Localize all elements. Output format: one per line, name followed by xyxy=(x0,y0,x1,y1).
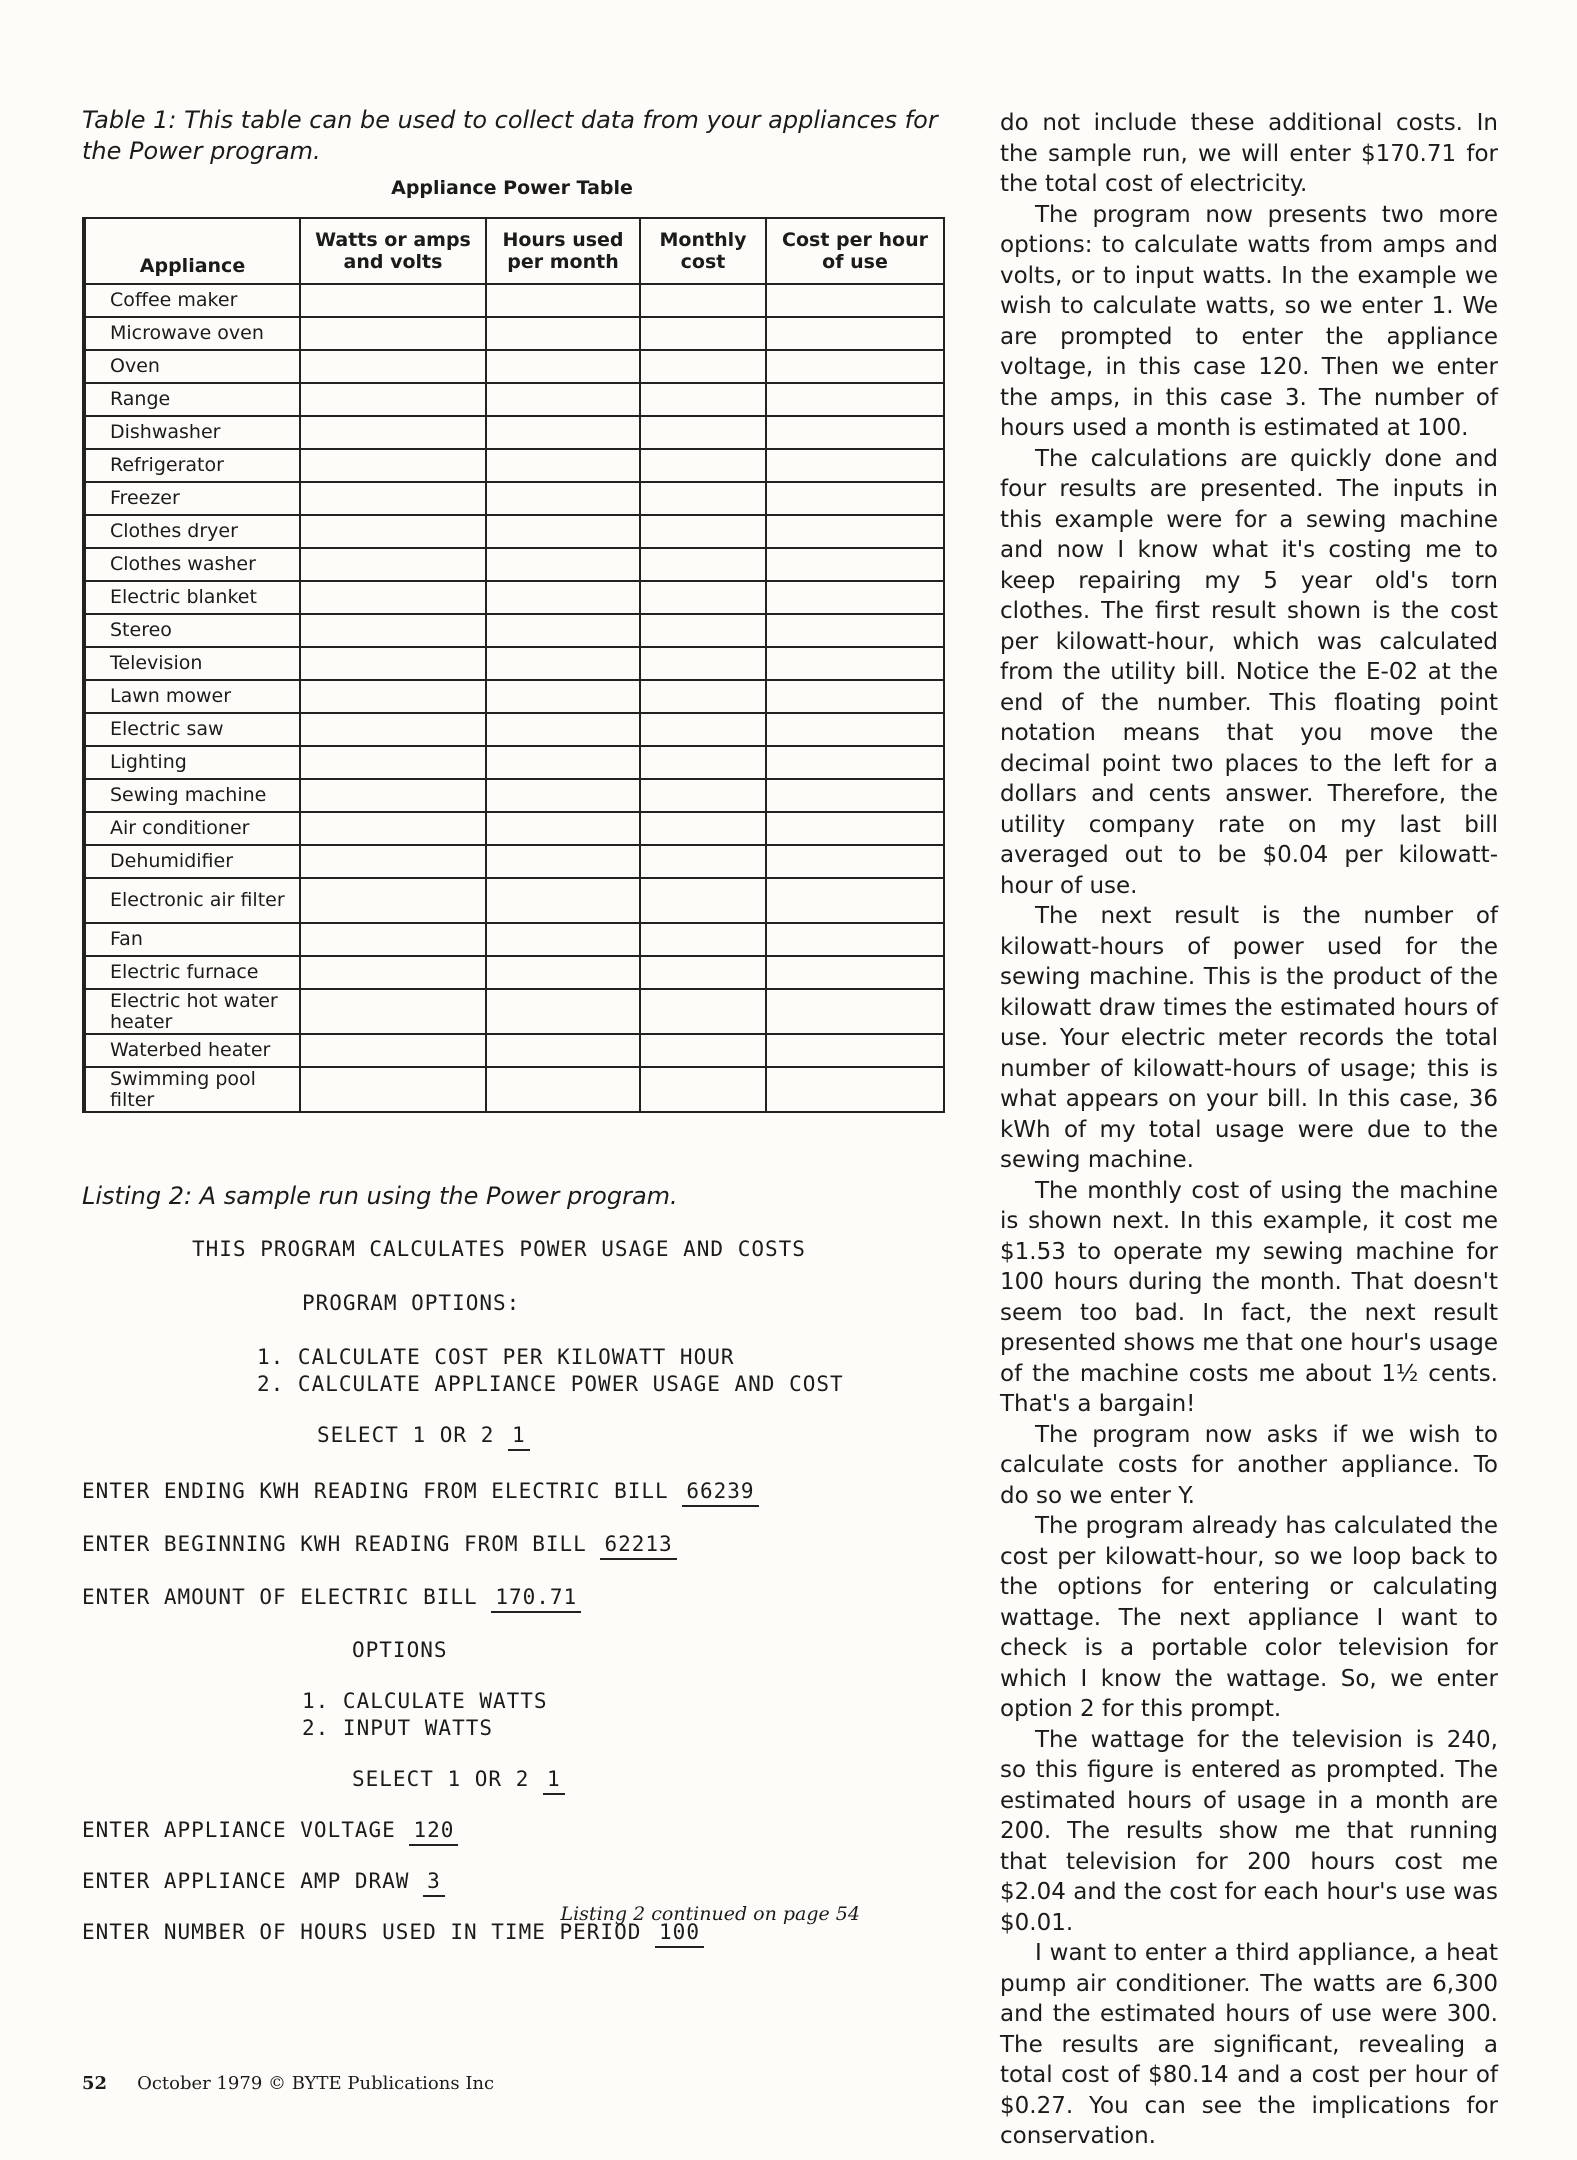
appliance-name: Freezer xyxy=(84,482,300,515)
select2-value: 1 xyxy=(543,1767,565,1795)
blank-cell xyxy=(486,989,640,1034)
table-row xyxy=(84,989,944,1034)
blank-cell xyxy=(486,482,640,515)
listing-caption: Listing 2: A sample run using the Power program. xyxy=(82,1182,678,1210)
header-appliance: Appliance xyxy=(84,218,300,284)
appliance-name: Coffee maker xyxy=(84,284,300,317)
blank-cell xyxy=(766,647,944,680)
left-column xyxy=(82,105,942,1946)
listing-option2-1: 1. CALCULATE WATTS xyxy=(302,1689,548,1713)
beginning-prompt: ENTER BEGINNING KWH READING FROM BILL xyxy=(82,1532,587,1556)
body-paragraph: The program now asks if we wish to calculate costs for another appliance. To do so we enter Y. xyxy=(1000,1421,1498,1509)
table-row xyxy=(84,878,944,923)
listing-select-line xyxy=(82,1422,942,1449)
appliance-name: Electric furnace xyxy=(84,956,300,989)
blank-cell xyxy=(766,680,944,713)
appliance-name: Waterbed heater xyxy=(84,1034,300,1067)
appliance-name: Lawn mower xyxy=(84,680,300,713)
blank-cell xyxy=(766,845,944,878)
body-paragraph: The wattage for the television is 240, so this figure is entered as prompted. The estimated hours of usage in a month are 200. The results show me that running that television for 200 hours cost me $2.04 and the cost for each hour's use was $0.01. xyxy=(1000,1726,1498,1936)
blank-cell xyxy=(640,548,766,581)
appliance-name: Dishwasher xyxy=(84,416,300,449)
appliance-name: Electric blanket xyxy=(84,581,300,614)
blank-cell xyxy=(486,1034,640,1067)
amount-prompt: ENTER AMOUNT OF ELECTRIC BILL xyxy=(82,1585,478,1609)
blank-cell xyxy=(486,779,640,812)
blank-cell xyxy=(640,581,766,614)
appliance-name: Clothes dryer xyxy=(84,515,300,548)
body-paragraph: The next result is the number of kilowatt-hours of power used for the sewing machine. This is the product of the kilowatt draw times the estimated hours of use. Your electric meter records the total number of kilowatt-hours of usage; this is what appears on your bill. In this case, 36 kWh of my total usage were due to the sewing machine. xyxy=(1000,903,1498,1173)
blank-cell xyxy=(486,713,640,746)
table-row xyxy=(84,284,944,317)
blank-cell xyxy=(766,350,944,383)
listing-beginning-line xyxy=(82,1531,942,1558)
blank-cell xyxy=(640,647,766,680)
blank-cell xyxy=(766,989,944,1034)
appliance-name: Lighting xyxy=(84,746,300,779)
blank-cell xyxy=(486,383,640,416)
blank-cell xyxy=(300,548,486,581)
blank-cell xyxy=(300,614,486,647)
blank-cell xyxy=(640,317,766,350)
blank-cell xyxy=(486,515,640,548)
blank-cell xyxy=(766,317,944,350)
blank-cell xyxy=(300,1034,486,1067)
body-paragraph: The program now presents two more options: to calculate watts from amps and volts, or to input watts. In the example we wish to calculate watts, so we enter 1. We are prompted to enter the appliance voltage, in this case 120. Then we enter the amps, in this case 3. The number of hours used a month is estimated at 100. xyxy=(1000,201,1498,441)
blank-cell xyxy=(300,956,486,989)
blank-cell xyxy=(486,317,640,350)
body-paragraph: The program already has calculated the cost per kilowatt-hour, so we loop back to the options for entering or calculating wattage. The next appliance I want to check is a portable color television for which I know the wattage. So, we enter option 2 for this prompt. xyxy=(1000,1513,1498,1722)
blank-cell xyxy=(300,812,486,845)
header-cost-per-hour: Cost per hour of use xyxy=(766,218,944,284)
blank-cell xyxy=(300,779,486,812)
blank-cell xyxy=(300,284,486,317)
body-paragraph: do not include these additional costs. In the sample run, we will enter $170.71 for the total cost of electricity. xyxy=(1000,110,1498,197)
blank-cell xyxy=(486,812,640,845)
blank-cell xyxy=(766,581,944,614)
table-row xyxy=(84,680,944,713)
blank-cell xyxy=(640,989,766,1034)
blank-cell xyxy=(300,383,486,416)
continued-note: Listing 2 continued on page 54 xyxy=(560,1903,860,1925)
table-row xyxy=(84,482,944,515)
voltage-value: 120 xyxy=(409,1818,458,1846)
blank-cell xyxy=(766,746,944,779)
blank-cell xyxy=(640,1067,766,1112)
blank-cell xyxy=(766,812,944,845)
blank-cell xyxy=(766,284,944,317)
blank-cell xyxy=(766,1034,944,1067)
appliance-name: Stereo xyxy=(84,614,300,647)
table-row xyxy=(84,416,944,449)
ending-value: 66239 xyxy=(682,1479,758,1507)
ending-prompt: ENTER ENDING KWH READING FROM ELECTRIC BILL xyxy=(82,1479,669,1503)
blank-cell xyxy=(486,878,640,923)
select-value: 1 xyxy=(508,1423,530,1451)
blank-cell xyxy=(640,614,766,647)
listing-option-1: 1. CALCULATE COST PER KILOWATT HOUR xyxy=(257,1345,735,1369)
blank-cell xyxy=(766,614,944,647)
footer-text: October 1979 © BYTE Publications Inc xyxy=(137,2073,495,2094)
blank-cell xyxy=(486,614,640,647)
header-watts: Watts or amps and volts xyxy=(300,218,486,284)
blank-cell xyxy=(640,449,766,482)
blank-cell xyxy=(300,581,486,614)
appliance-name: Electric hot water heater xyxy=(84,989,300,1034)
blank-cell xyxy=(300,746,486,779)
blank-cell xyxy=(766,383,944,416)
blank-cell xyxy=(640,416,766,449)
blank-cell xyxy=(766,482,944,515)
appliance-name: Electric saw xyxy=(84,713,300,746)
listing-ending-line xyxy=(82,1478,942,1505)
blank-cell xyxy=(640,482,766,515)
appliance-name: Fan xyxy=(84,923,300,956)
appliance-name: Swimming pool filter xyxy=(84,1067,300,1112)
blank-cell xyxy=(300,713,486,746)
blank-cell xyxy=(486,284,640,317)
blank-cell xyxy=(640,350,766,383)
appliance-name: Range xyxy=(84,383,300,416)
blank-cell xyxy=(300,923,486,956)
table-row xyxy=(84,779,944,812)
table-row xyxy=(84,350,944,383)
amp-prompt: ENTER APPLIANCE AMP DRAW xyxy=(82,1869,410,1893)
blank-cell xyxy=(766,956,944,989)
appliance-name: Television xyxy=(84,647,300,680)
blank-cell xyxy=(300,449,486,482)
table-row xyxy=(84,923,944,956)
blank-cell xyxy=(486,581,640,614)
blank-cell xyxy=(640,956,766,989)
blank-cell xyxy=(300,878,486,923)
header-monthly-cost: Monthly cost xyxy=(640,218,766,284)
blank-cell xyxy=(486,647,640,680)
listing-select2-line xyxy=(82,1766,942,1793)
select2-prompt: SELECT 1 OR 2 xyxy=(352,1767,530,1791)
blank-cell xyxy=(766,548,944,581)
blank-cell xyxy=(640,878,766,923)
table-header-row xyxy=(84,218,944,284)
table-row xyxy=(84,383,944,416)
table-row xyxy=(84,956,944,989)
blank-cell xyxy=(640,845,766,878)
blank-cell xyxy=(486,680,640,713)
blank-cell xyxy=(300,350,486,383)
hours-value: 100 xyxy=(655,1920,704,1948)
blank-cell xyxy=(640,923,766,956)
blank-cell xyxy=(300,989,486,1034)
table-row xyxy=(84,1067,944,1112)
blank-cell xyxy=(640,713,766,746)
blank-cell xyxy=(300,647,486,680)
appliance-name: Sewing machine xyxy=(84,779,300,812)
blank-cell xyxy=(486,548,640,581)
blank-cell xyxy=(300,416,486,449)
appliance-name: Air conditioner xyxy=(84,812,300,845)
table-row xyxy=(84,845,944,878)
header-hours: Hours used per month xyxy=(486,218,640,284)
appliance-name: Dehumidifier xyxy=(84,845,300,878)
table-row xyxy=(84,317,944,350)
beginning-value: 62213 xyxy=(600,1532,676,1560)
blank-cell xyxy=(486,350,640,383)
blank-cell xyxy=(300,515,486,548)
blank-cell xyxy=(486,416,640,449)
listing-option-2: 2. CALCULATE APPLIANCE POWER USAGE AND COST xyxy=(257,1372,844,1396)
listing-voltage-line xyxy=(82,1817,942,1844)
blank-cell xyxy=(766,923,944,956)
body-paragraph: I want to enter a third appliance, a heat pump air conditioner. The watts are 6,300 and the estimated hours of use were 300. The results are significant, revealing a total cost of $80.14 and a cost per hour of $0.27. You can see the implications for conservation. xyxy=(1000,1940,1498,2149)
table-row xyxy=(84,614,944,647)
blank-cell xyxy=(300,317,486,350)
blank-cell xyxy=(766,416,944,449)
table-row xyxy=(84,647,944,680)
blank-cell xyxy=(640,812,766,845)
listing-option2-2: 2. INPUT WATTS xyxy=(302,1716,494,1740)
amount-value: 170.71 xyxy=(491,1585,581,1613)
appliance-name: Microwave oven xyxy=(84,317,300,350)
blank-cell xyxy=(766,1067,944,1112)
blank-cell xyxy=(486,956,640,989)
appliance-name: Refrigerator xyxy=(84,449,300,482)
blank-cell xyxy=(640,746,766,779)
blank-cell xyxy=(486,923,640,956)
table-row xyxy=(84,548,944,581)
amp-value: 3 xyxy=(423,1869,445,1897)
voltage-prompt: ENTER APPLIANCE VOLTAGE xyxy=(82,1818,396,1842)
appliance-power-table xyxy=(82,217,945,1113)
blank-cell xyxy=(640,515,766,548)
blank-cell xyxy=(640,383,766,416)
page-footer xyxy=(82,2073,494,2094)
blank-cell xyxy=(766,515,944,548)
body-text-column xyxy=(1000,108,1498,2152)
blank-cell xyxy=(486,449,640,482)
table-row xyxy=(84,515,944,548)
page-number: 52 xyxy=(82,2073,108,2094)
blank-cell xyxy=(486,1067,640,1112)
table-row xyxy=(84,1034,944,1067)
appliance-name: Clothes washer xyxy=(84,548,300,581)
table-body xyxy=(84,284,944,1112)
blank-cell xyxy=(300,1067,486,1112)
blank-cell xyxy=(486,845,640,878)
blank-cell xyxy=(640,680,766,713)
table-row xyxy=(84,581,944,614)
table-row xyxy=(84,713,944,746)
appliance-name: Electronic air filter xyxy=(84,878,300,923)
table-title: Appliance Power Table xyxy=(391,177,633,199)
listing-amp-line xyxy=(82,1868,942,1895)
blank-cell xyxy=(300,845,486,878)
blank-cell xyxy=(766,878,944,923)
appliance-name: Oven xyxy=(84,350,300,383)
blank-cell xyxy=(766,713,944,746)
blank-cell xyxy=(300,482,486,515)
blank-cell xyxy=(300,680,486,713)
body-paragraph: The calculations are quickly done and four results are presented. The inputs in this example were for a sewing machine and now I know what it's costing me to keep repairing my 5 year old's torn clothes. The first result shown is the cost per kilowatt-hour, which was calculated from the utility bill. Notice the E-02 at the end of the number. This floating point notation means that you move the decimal point two places to the left for a dollars and cents answer. Therefore, the utility company rate on my last bill averaged out to be $0.04 per kilowatt-hour of use. xyxy=(1000,445,1498,899)
listing-options-title: PROGRAM OPTIONS: xyxy=(302,1291,521,1315)
blank-cell xyxy=(640,779,766,812)
blank-cell xyxy=(640,1034,766,1067)
blank-cell xyxy=(640,284,766,317)
table-row xyxy=(84,449,944,482)
blank-cell xyxy=(766,449,944,482)
table-row xyxy=(84,746,944,779)
blank-cell xyxy=(486,746,640,779)
body-paragraph: The monthly cost of using the machine is shown next. In this example, it cost me $1.53 to operate my sewing machine for 100 hours during the month. That doesn't seem too bad. In fact, the next result presented shows me that one hour's usage of the machine costs me about 1½ cents. That's a bargain! xyxy=(1000,1177,1498,1417)
select-prompt: SELECT 1 OR 2 xyxy=(317,1423,495,1447)
listing-title: THIS PROGRAM CALCULATES POWER USAGE AND COSTS xyxy=(192,1237,806,1261)
listing-options2-title: OPTIONS xyxy=(352,1638,448,1662)
hours-prompt: ENTER NUMBER OF HOURS USED IN TIME PERIOD xyxy=(82,1920,642,1944)
table-caption: Table 1: This table can be used to collect data from your appliances for the Power program. xyxy=(82,106,938,165)
listing-amount-line xyxy=(82,1584,942,1611)
program-listing xyxy=(82,1236,942,1946)
table-row xyxy=(84,812,944,845)
blank-cell xyxy=(766,779,944,812)
